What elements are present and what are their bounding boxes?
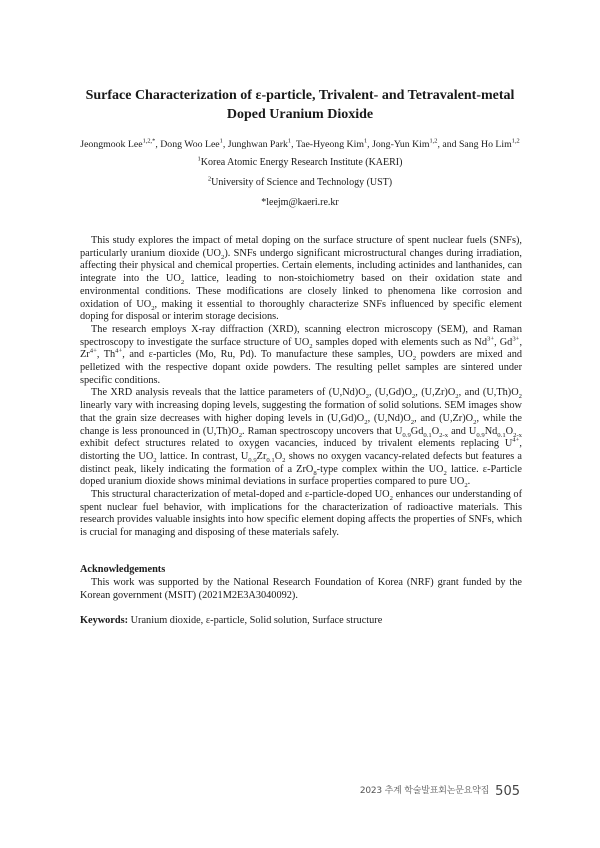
text-run: Nd: [484, 425, 498, 437]
acknowledgements-heading: Acknowledgements: [80, 564, 166, 575]
title-line-1: Surface Characterization of ε-particle, Trivalent- and Tetravalent-metal: [85, 88, 515, 103]
text-run: Gd: [410, 425, 424, 437]
subscript: 0.1: [497, 431, 506, 439]
acknowledgements-body: [80, 577, 522, 602]
author-name: Dong Woo Lee: [160, 139, 220, 150]
text-run: .: [467, 476, 471, 488]
text-run: -type complex within the UO: [316, 463, 444, 475]
text-run: , Gd: [494, 336, 513, 348]
abstract-body: [80, 235, 522, 540]
subscript: 2: [220, 253, 225, 261]
text-run: This study explores the impact of metal doping on the surface structure of spent nuclear fuels (SNFs), particularly uranium dioxide (UO: [80, 235, 522, 259]
subscript: 2: [518, 393, 522, 401]
subscript: 2: [410, 418, 415, 426]
subscript: 2-x: [513, 431, 523, 439]
author-affil-sup: 1,2: [429, 137, 438, 145]
superscript: 4+: [115, 347, 123, 355]
subscript: 2: [180, 279, 185, 287]
text-run: linearly vary with increasing doping levels, suggesting the formation of solid solutions. SEM images show that the grain size decreases with higher doping levels in (U,Gd)O: [80, 400, 522, 424]
author-list: [40, 139, 560, 150]
text-run: lattice. ε-Particle doped uranium dioxide shows minimal deviations in surface properties compared to pure UO: [80, 463, 522, 488]
paragraph-4: [80, 489, 522, 540]
author-affil-sup: 1: [363, 137, 368, 145]
author-separator: ,: [367, 139, 373, 150]
subscript: 2: [443, 469, 447, 477]
author-separator: ,: [437, 139, 443, 150]
author-separator: ,: [222, 139, 228, 150]
text-run: , Th: [96, 349, 116, 361]
subscript: 2: [309, 342, 313, 350]
subscript: 2: [153, 457, 157, 464]
author-name: Jong-Yun Kim: [372, 139, 430, 150]
subscript: 2: [473, 418, 477, 426]
text-run: , (U,Nd)O: [367, 412, 411, 424]
text-run: lattice, leading to non-stoichiometry based on their oxidation state and environmental conditions. These modifications are closely linked to phenomena like corrosion and oxidation of UO: [80, 273, 522, 310]
text-run: samples doped with elements such as Nd: [312, 336, 487, 348]
subscript: 0.9: [476, 431, 485, 439]
text-run: , making it essential to thoroughly characterize SNFs influenced by specific element doping for disposal or interim storage decisions.: [80, 298, 522, 323]
text-run: exhibit defect structures related to oxygen vacancies, induced by trivalent elements replacing U: [80, 438, 513, 450]
author-affil-sup: 1: [219, 137, 223, 145]
author-and: and: [442, 139, 459, 150]
affiliation-sup: 1: [197, 155, 201, 163]
text-run: . Raman spectroscopy uncovers that U: [242, 425, 403, 437]
affiliation-sup: 2: [207, 175, 212, 183]
keywords-text: Uranium dioxide, ε-particle, Solid solution, Surface structure: [128, 615, 383, 626]
acknowledgements-text: This work was supported by the National Research Foundation of Korea (NRF) grant funded by the Korean government (MSIT) (2021M2E3A3040092).: [80, 577, 522, 601]
subscript: 0.1: [266, 457, 275, 464]
subscript: 0.9: [402, 431, 411, 439]
subscript: 2: [364, 418, 368, 426]
text-run: enhances our understanding of spent nuclear fuel behavior, with implications for the characterization of radioactive materials. This research provides valuable insights into how specific element doping affects the properties of SNFs, which is crucial for managing and disposing of these materials safely.: [80, 489, 522, 539]
text-run: , (U,Gd)O: [369, 387, 412, 399]
subscript: 2: [365, 393, 370, 401]
author-name: Jeongmook Lee: [80, 139, 143, 150]
text-run: lattice. In contrast, U: [156, 450, 249, 462]
text-run: The research employs X-ray diffraction (XRD), scanning electron microscopy (SEM), and Raman spectroscopy to investigate the surface structure of UO: [80, 323, 522, 348]
text-run: and U: [448, 425, 477, 437]
affiliation-text: University of Science and Technology (UST): [211, 177, 393, 188]
subscript: 2: [411, 393, 416, 401]
text-run: , and ε-particles (Mo, Ru, Pd). To manufacture these samples, UO: [122, 349, 413, 361]
keywords: [80, 615, 522, 626]
paragraph-1: [80, 235, 522, 324]
affiliation-text: Korea Atomic Energy Research Institute (KAERI): [200, 157, 403, 168]
subscript: 2: [389, 495, 393, 503]
page-footer: [360, 780, 520, 799]
text-run: , Zr: [80, 336, 523, 361]
paragraph-2: [80, 324, 522, 388]
text-run: , (U,Zr)O: [415, 387, 456, 399]
text-run: This structural characterization of metal-doped and ε-particle-doped UO: [91, 489, 390, 501]
corresponding-star: *: [152, 137, 156, 145]
author-affil-sup: 1: [287, 137, 292, 145]
subscript: 8: [313, 469, 317, 477]
author-affil-sup: 1,2: [511, 137, 520, 145]
text-run: shows no oxygen vacancy-related defects but features a distinct peak, likely indicating the formation of a ZrO: [80, 450, 522, 475]
author-separator: ,: [155, 139, 161, 150]
author-name: Tae-Hyeong Kim: [295, 139, 364, 150]
author-separator: ,: [291, 139, 296, 150]
author-name: Junghwan Park: [227, 139, 288, 150]
title-line-2: Doped Uranium Dioxide: [226, 107, 374, 122]
superscript: 3+: [487, 335, 495, 343]
subscript: 2: [412, 355, 417, 363]
footer-proceedings-title: 2023 추계 학술발표회논문요약집: [359, 786, 490, 796]
subscript: 0.1: [423, 431, 432, 439]
affiliation-2: [60, 177, 540, 188]
subscript: 2: [464, 482, 468, 490]
subscript: 2-x: [439, 431, 449, 439]
text-run: , while the change is less pronounced in (U,Th)O: [80, 412, 522, 437]
text-run: , and (U,Th)O: [458, 387, 519, 399]
superscript: 4+: [512, 436, 520, 444]
affiliation-1: [60, 157, 540, 168]
text-run: ). SNFs undergo significant microstructural changes during irradiation, affecting their physical and chemical properties. Certain elements, including actinides and lanthanides, can integrate into the UO: [80, 247, 522, 285]
keywords-label: Keywords:: [80, 615, 129, 626]
text-run: O: [431, 425, 440, 437]
paragraph-3: [80, 387, 522, 489]
text-run: Zr: [256, 450, 267, 462]
subscript: 2: [455, 393, 459, 401]
subscript: 2: [238, 431, 243, 439]
subscript: 0.9: [248, 457, 257, 464]
text-run: O: [505, 425, 514, 437]
text-run: , and (U,Zr)O: [414, 412, 474, 424]
text-run: powders are mixed and pelletized with the respective dopant oxide powders. The resulting pellet samples are sintered under specific conditions.: [80, 349, 523, 386]
paper-title: [60, 86, 540, 124]
page-number: 505: [495, 784, 520, 799]
text-run: , distorting the UO: [80, 438, 522, 462]
superscript: 4+: [89, 347, 97, 355]
subscript: 2: [282, 457, 286, 464]
author-affil-sup: 1,2,: [142, 137, 153, 145]
corresponding-email: *leejm@kaeri.re.kr: [261, 197, 339, 208]
superscript: 3+: [512, 335, 520, 343]
text-run: O: [274, 450, 283, 462]
text-run: The XRD analysis reveals that the lattice parameters of (U,Nd)O: [91, 387, 366, 399]
subscript: 2: [151, 304, 155, 312]
author-name: Sang Ho Lim: [458, 139, 512, 150]
